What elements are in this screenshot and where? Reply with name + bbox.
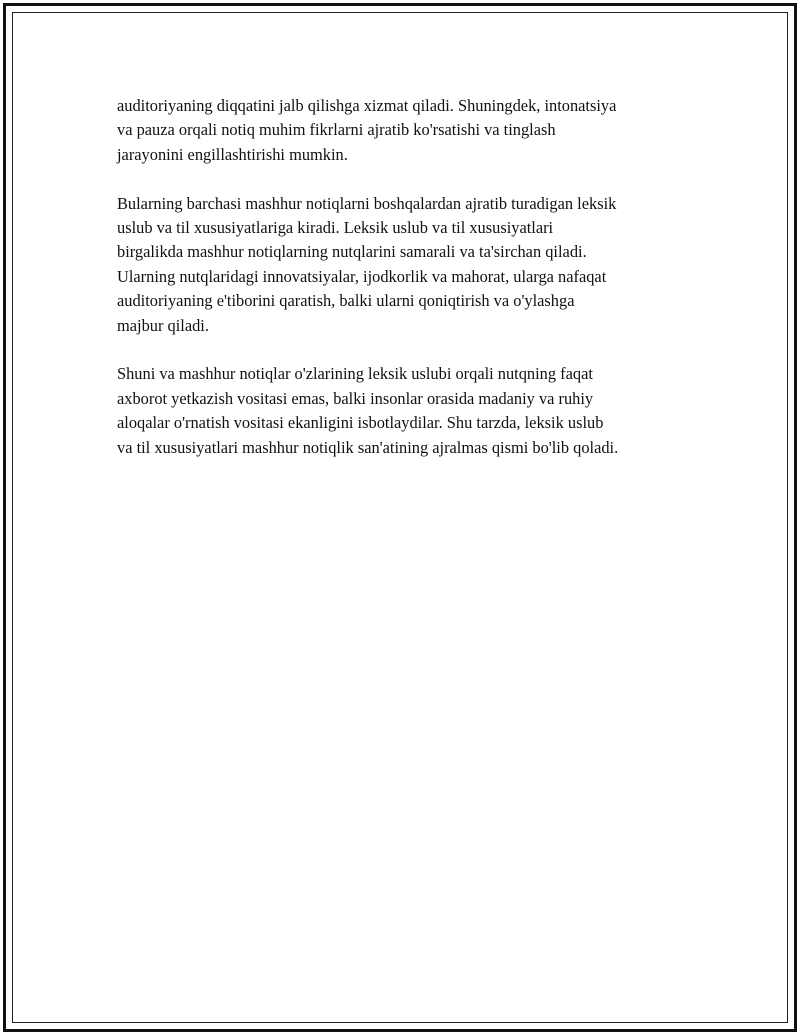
text-line: jarayonini engillashtirishi mumkin. [117, 144, 348, 164]
text-line: auditoriyaning e'tiborini qaratish, balki ularni qoniqtirish va o'ylashga [117, 291, 575, 311]
text-line: va til xususiyatlari mashhur notiqlik san'atining ajralmas qismi bo'lib qoladi. [117, 437, 619, 457]
paragraph-3 [117, 362, 692, 460]
text-line: birgalikda mashhur notiqlarning nutqlarini samarali va ta'sirchan qiladi. [117, 242, 587, 262]
text-line: aloqalar o'rnatish vositasi ekanligini isbotlaydilar. Shu tarzda, leksik uslub [117, 413, 604, 433]
text-line: auditoriyaning diqqatini jalb qilishga xizmat qiladi. Shuningdek, intonatsiya [117, 96, 617, 115]
text-line: majbur qiladi. [117, 315, 209, 335]
paragraph-2 [117, 192, 692, 338]
document-body [117, 94, 692, 484]
text-line: axborot yetkazish vositasi emas, balki insonlar orasida madaniy va ruhiy [117, 388, 594, 408]
text-line: Bularning barchasi mashhur notiqlarni boshqalardan ajratib turadigan leksik [117, 193, 617, 213]
text-line: va pauza orqali notiq muhim fikrlarni ajratib ko'rsatishi va tinglash [117, 120, 556, 140]
text-line: uslub va til xususiyatlariga kiradi. Leksik uslub va til xususiyatlari [117, 218, 554, 238]
text-line: Ularning nutqlaridagi innovatsiyalar, ijodkorlik va mahorat, ularga nafaqat [117, 266, 607, 286]
paragraph-1 [117, 94, 692, 167]
text-line: Shuni va mashhur notiqlar o'zlarining leksik uslubi orqali nutqning faqat [117, 364, 593, 384]
